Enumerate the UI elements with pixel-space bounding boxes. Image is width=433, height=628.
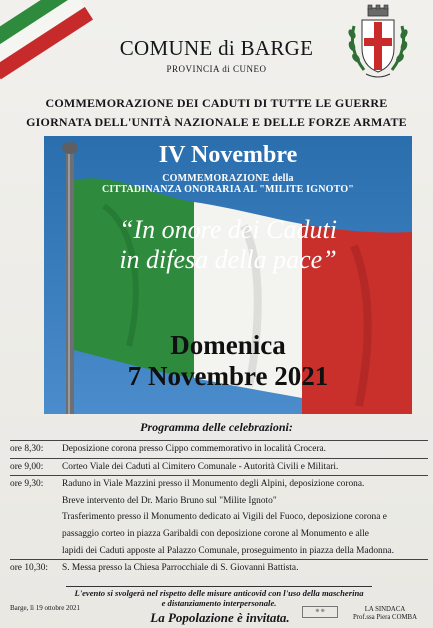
headline-giornata: GIORNATA DELL'UNITÀ NAZIONALE E DELLE FORZE ARMATE bbox=[26, 115, 407, 129]
schedule-desc: Raduno in Viale Mazzini presso il Monumento degli Alpini, deposizione corona. bbox=[62, 479, 365, 490]
schedule-time: ore 8,30: bbox=[10, 444, 44, 454]
provincia-name: PROVINCIA di CUNEO bbox=[166, 64, 267, 74]
comune-name: COMUNE di BARGE bbox=[119, 36, 314, 60]
schedule-item bbox=[10, 560, 428, 577]
schedule-time: ore 9,00: bbox=[10, 461, 44, 472]
schedule-desc-continued: lapidi dei Caduti apposte al Palazzo Comunale, proseguimento in piazza della Madonna. bbox=[62, 545, 394, 556]
schedule-desc: Deposizione corona presso Cippo commemorativo in località Crocera. bbox=[62, 444, 326, 454]
banner-full-date: 7 Novembre 2021 bbox=[127, 361, 329, 391]
banner-quote bbox=[44, 215, 412, 275]
banner-subtitle-line2: CITTADINANZA ONORARIA AL "MILITE IGNOTO" bbox=[101, 184, 355, 195]
schedule-time: ore 10,30: bbox=[10, 563, 49, 574]
banner-quote-line2: in difesa della pace” bbox=[119, 245, 337, 274]
schedule-item bbox=[10, 441, 428, 458]
covid-notice-line2: e distanziamento interpersonale. bbox=[161, 598, 277, 608]
schedule-item bbox=[10, 459, 428, 476]
flag-banner bbox=[44, 136, 412, 414]
schedule-desc: Corteo Viale dei Caduti al Cimitero Comunale - Autorità Civili e Militari. bbox=[62, 461, 339, 472]
schedule-desc-continued: Trasferimento presso il Monumento dedicato ai Vigili del Fuoco, deposizione corona e bbox=[62, 512, 387, 523]
schedule-desc: S. Messa presso la Chiesa Parrocchiale di S. Giovanni Battista. bbox=[62, 563, 299, 574]
headline-commemorazione: COMMEMORAZIONE DEI CADUTI DI TUTTE LE GUERRE bbox=[45, 96, 388, 110]
place-date: Barge, lì 19 ottobre 2021 bbox=[10, 604, 81, 612]
schedule-desc-continued: passaggio corteo in piazza Garibaldi con deposizione corone al Monumento e alle bbox=[62, 528, 369, 539]
signature-block bbox=[340, 606, 430, 622]
banner-date bbox=[44, 330, 412, 392]
banner-title: IV Novembre bbox=[158, 142, 298, 168]
covid-notice bbox=[66, 586, 372, 608]
banner-quote-line1: “In onore dei Caduti bbox=[119, 215, 337, 244]
signer-name: Prof.ssa Piera COMBA bbox=[352, 614, 417, 621]
schedule-time: ore 9,30: bbox=[10, 479, 44, 490]
schedule-desc-continued: Breve intervento del Dr. Mario Bruno sul "Milite Ignoto" bbox=[62, 495, 277, 506]
banner-day: Domenica bbox=[170, 330, 286, 360]
banner-subtitle bbox=[44, 173, 412, 195]
programme-schedule bbox=[10, 440, 428, 577]
covid-notice-line1: L'evento si svolgerà nel rispetto delle misure anticovid con l'uso della mascherina bbox=[74, 588, 364, 598]
banner-subtitle-line1: COMMEMORAZIONE della bbox=[162, 173, 294, 184]
official-stamp-icon: ⊕ ⊕ bbox=[302, 606, 338, 618]
schedule-item bbox=[10, 476, 428, 493]
signer-title: LA SINDACA bbox=[364, 606, 406, 613]
programme-title: Programma delle celebrazioni: bbox=[140, 420, 293, 434]
invitation-text: La Popolazione è invitata. bbox=[150, 610, 290, 625]
